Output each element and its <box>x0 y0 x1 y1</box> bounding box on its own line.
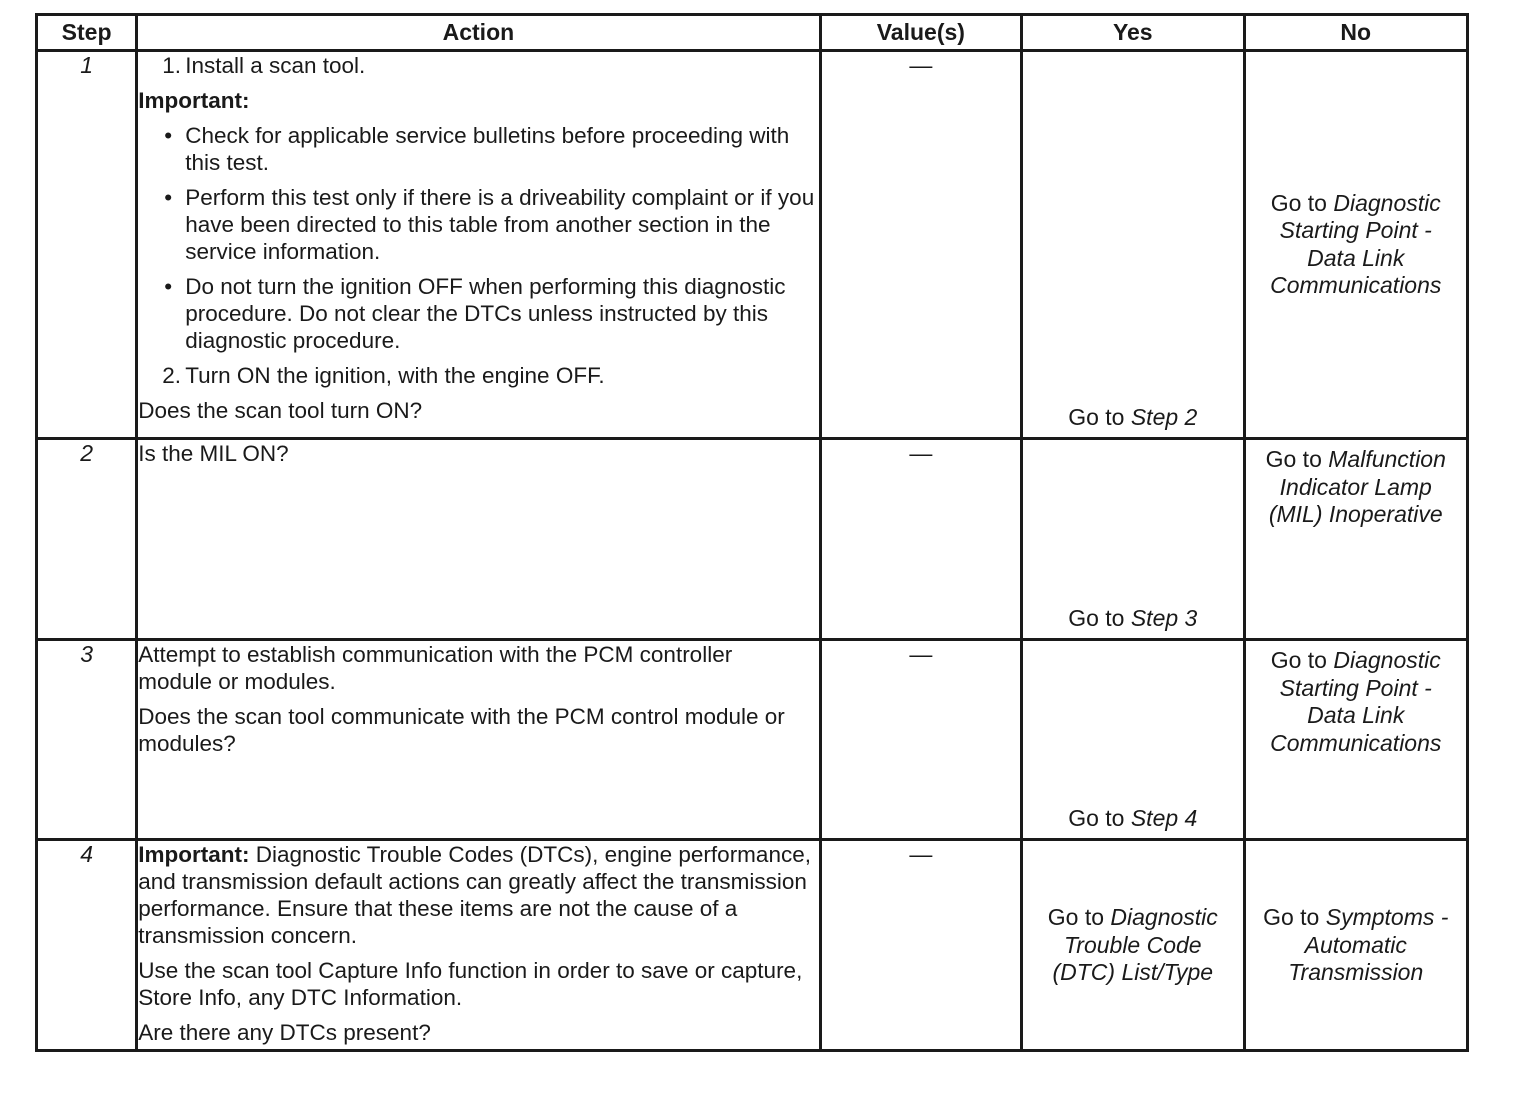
no-cell <box>1244 840 1468 1051</box>
header-row <box>37 15 1468 51</box>
action-item-1: 1. Install a scan tool. <box>162 53 366 78</box>
header-values: Value(s) <box>820 15 1021 51</box>
yes-link[interactable]: Go to Step 2 <box>1068 403 1198 430</box>
action-question: Is the MIL ON? <box>138 441 289 466</box>
header-no: No <box>1244 15 1468 51</box>
table-row-step-2 <box>37 439 1468 640</box>
header-step: Step <box>37 15 137 51</box>
no-cell <box>1244 439 1468 640</box>
action-question: Does the scan tool turn ON? <box>138 398 423 423</box>
action-text: Attempt to establish communication with the PCM controller module or modules. <box>138 642 733 694</box>
no-link[interactable]: Go to Diagnostic Starting Point - Data Link Communications <box>1270 189 1442 298</box>
no-cell <box>1244 640 1468 840</box>
action-cell <box>137 439 820 640</box>
bullet-item: • Do not turn the ignition OFF when performing this diagnostic procedure. Do not clear the DTCs unless instructed by this diagnostic procedure. <box>164 274 786 353</box>
action-item-2: 2. Turn ON the ignition, with the engine OFF. <box>162 363 605 388</box>
yes-cell <box>1022 640 1244 840</box>
important-label: Important: <box>138 88 250 113</box>
no-link[interactable]: Go to Malfunction Indicator Lamp (MIL) Inoperative <box>1265 446 1446 527</box>
bullet-item: • Perform this test only if there is a driveability complaint or if you have been directed to this table from another section in the service information. <box>164 185 815 264</box>
step-number: 3 <box>37 640 137 840</box>
value-cell: — <box>820 640 1021 840</box>
table-row-step-3 <box>37 640 1468 840</box>
yes-link[interactable]: Go to Step 3 <box>1068 604 1198 631</box>
step-number: 4 <box>37 840 137 1051</box>
step-number: 1 <box>37 51 137 439</box>
yes-cell <box>1022 840 1244 1051</box>
yes-link[interactable]: Go to Step 4 <box>1068 804 1198 831</box>
action-cell <box>137 840 820 1051</box>
bullet-item: • Check for applicable service bulletins before proceeding with this test. <box>164 123 790 175</box>
table-row-step-1 <box>37 51 1468 439</box>
no-link[interactable]: Go to Diagnostic Starting Point - Data Link Communications <box>1270 647 1442 756</box>
value-cell: — <box>820 51 1021 439</box>
action-question: Does the scan tool communicate with the PCM control module or modules? <box>138 704 785 756</box>
table-row-step-4 <box>37 840 1468 1051</box>
header-yes: Yes <box>1022 15 1244 51</box>
yes-cell <box>1022 51 1244 439</box>
yes-cell <box>1022 439 1244 640</box>
step-number: 2 <box>37 439 137 640</box>
action-cell <box>137 640 820 840</box>
no-link[interactable]: Go to Symptoms - Automatic Transmission <box>1263 903 1449 985</box>
no-cell <box>1244 51 1468 439</box>
action-text: Use the scan tool Capture Info function in order to save or capture, Store Info, any DTC Information. <box>138 958 803 1010</box>
value-cell: — <box>820 840 1021 1051</box>
action-cell <box>137 51 820 439</box>
action-question: Are there any DTCs present? <box>138 1020 431 1045</box>
diagnostic-table <box>35 13 1469 1052</box>
action-important: Important: Diagnostic Trouble Codes (DTCs), engine performance, and transmission default actions can greatly affect the transmission performance. Ensure that these items are not the cause of a transmission concern. <box>138 842 811 948</box>
header-action: Action <box>137 15 820 51</box>
value-cell: — <box>820 439 1021 640</box>
yes-link[interactable]: Go to Diagnostic Trouble Code (DTC) List/Type <box>1047 903 1218 985</box>
